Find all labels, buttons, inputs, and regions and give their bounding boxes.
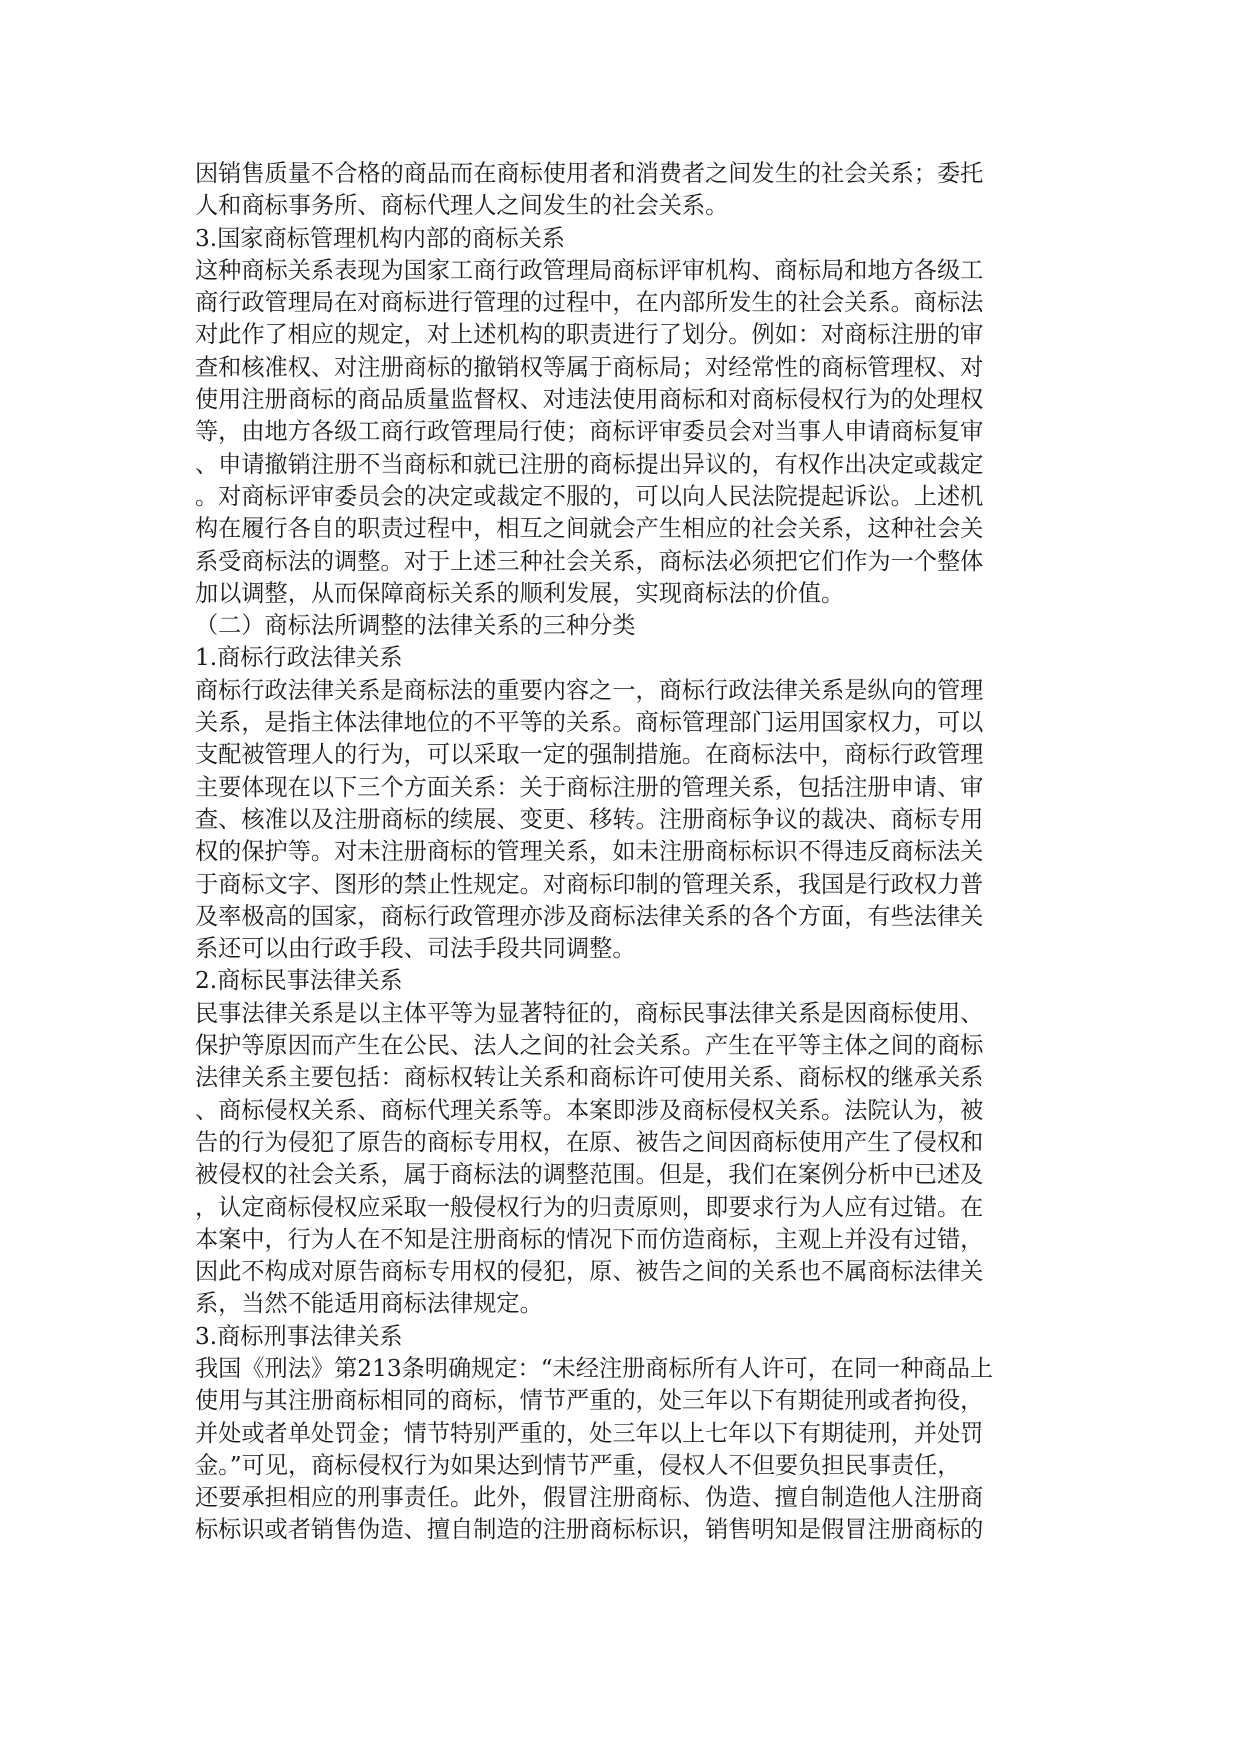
text-line: 主要体现在以下三个方面关系：关于商标注册的管理关系，包括注册申请、审: [195, 773, 984, 801]
body-text: [195, 158, 1045, 1547]
text-line: ，认定商标侵权应采取一般侵权行为的归责原则，即要求行为人应有过错。在: [195, 1193, 984, 1221]
text-line: 加以调整，从而保障商标关系的顺利发展，实现商标法的价值。: [195, 579, 845, 607]
text-line: 金。”可见，商标侵权行为如果达到情节严重，侵权人不但要负担民事责任，: [195, 1451, 961, 1479]
text-line: 人和商标事务所、商标代理人之间发生的社会关系。: [195, 192, 729, 220]
section-heading: 3.商标刑事法律关系: [195, 1322, 403, 1350]
text-line: 使用与其注册商标相同的商标，情节严重的，处三年以下有期徒刑或者拘役，: [195, 1387, 984, 1415]
text-line: 、申请撤销注册不当商标和就已注册的商标提出异议的，有权作出决定或裁定: [195, 450, 984, 478]
text-line: 法律关系主要包括：商标权转让关系和商标许可使用关系、商标权的继承关系: [195, 1064, 984, 1092]
text-line: 查、核准以及注册商标的续展、变更、移转。注册商标争议的裁决、商标专用: [195, 805, 984, 833]
text-line: 等，由地方各级工商行政管理局行使；商标评审委员会对当事人申请商标复审: [195, 418, 984, 446]
text-line: 系，当然不能适用商标法律规定。: [195, 1290, 543, 1318]
text-line: 、商标侵权关系、商标代理关系等。本案即涉及商标侵权关系。法院认为，被: [195, 1096, 984, 1124]
text-line: 标标识或者销售伪造、擅自制造的注册商标标识，销售明知是假冒注册商标的: [195, 1516, 984, 1544]
section-heading: 2.商标民事法律关系: [195, 967, 403, 995]
section-heading: 3.国家商标管理机构内部的商标关系: [195, 224, 565, 252]
text-line: 系受商标法的调整。对于上述三种社会关系，商标法必须把它们作为一个整体: [195, 547, 984, 575]
text-line: 因销售质量不合格的商品而在商标使用者和消费者之间发生的社会关系；委托: [195, 160, 984, 187]
text-line: 构在履行各自的职责过程中，相互之间就会产生相应的社会关系，这种社会关: [195, 515, 984, 543]
text-line: 权的保护等。对未注册商标的管理关系，如未注册商标标识不得违反商标法关: [195, 838, 984, 866]
text-line: 对此作了相应的规定，对上述机构的职责进行了划分。例如：对商标注册的审: [195, 321, 984, 349]
text-line: 这种商标关系表现为国家工商行政管理局商标评审机构、商标局和地方各级工: [195, 256, 984, 284]
text-line: 。对商标评审委员会的决定或裁定不服的，可以向人民法院提起诉讼。上述机: [195, 482, 984, 510]
text-line: 商标行政法律关系是商标法的重要内容之一，商标行政法律关系是纵向的管理: [195, 676, 984, 704]
section-heading: （二）商标法所调整的法律关系的三种分类: [195, 612, 636, 640]
text-line: 民事法律关系是以主体平等为显著特征的，商标民事法律关系是因商标使用、: [195, 999, 984, 1027]
text-line: 支配被管理人的行为，可以采取一定的强制措施。在商标法中，商标行政管理: [195, 741, 984, 769]
text-line: 还要承担相应的刑事责任。此外，假冒注册商标、伪造、擅自制造他人注册商: [195, 1484, 984, 1512]
text-line: 及率极高的国家，商标行政管理亦涉及商标法律关系的各个方面，有些法律关: [195, 902, 984, 930]
text-line: 查和核准权、对注册商标的撤销权等属于商标局；对经常性的商标管理权、对: [195, 353, 984, 381]
text-line: 商行政管理局在对商标进行管理的过程中，在内部所发生的社会关系。商标法: [195, 289, 984, 317]
text-line: 本案中，行为人在不知是注册商标的情况下而仿造商标，主观上并没有过错，: [195, 1225, 984, 1253]
text-line: 保护等原因而产生在公民、法人之间的社会关系。产生在平等主体之间的商标: [195, 1032, 984, 1060]
text-line: 使用注册商标的商品质量监督权、对违法使用商标和对商标侵权行为的处理权: [195, 386, 984, 414]
text-line: 我国《刑法》第213条明确规定：“未经注册商标所有人许可，在同一种商品上: [195, 1354, 994, 1382]
text-line: 系还可以由行政手段、司法手段共同调整。: [195, 935, 636, 963]
text-line: 并处或者单处罚金；情节特别严重的，处三年以上七年以下有期徒刑，并处罚: [195, 1419, 984, 1447]
text-line: 被侵权的社会关系，属于商标法的调整范围。但是，我们在案例分析中已述及: [195, 1161, 984, 1189]
text-line: 告的行为侵犯了原告的商标专用权，在原、被告之间因商标使用产生了侵权和: [195, 1128, 984, 1156]
text-line: 因此不构成对原告商标专用权的侵犯，原、被告之间的关系也不属商标法律关: [195, 1258, 984, 1286]
section-heading: 1.商标行政法律关系: [195, 644, 403, 672]
text-line: 关系，是指主体法律地位的不平等的关系。商标管理部门运用国家权力，可以: [195, 709, 984, 737]
text-line: 于商标文字、图形的禁止性规定。对商标印制的管理关系，我国是行政权力普: [195, 870, 984, 898]
